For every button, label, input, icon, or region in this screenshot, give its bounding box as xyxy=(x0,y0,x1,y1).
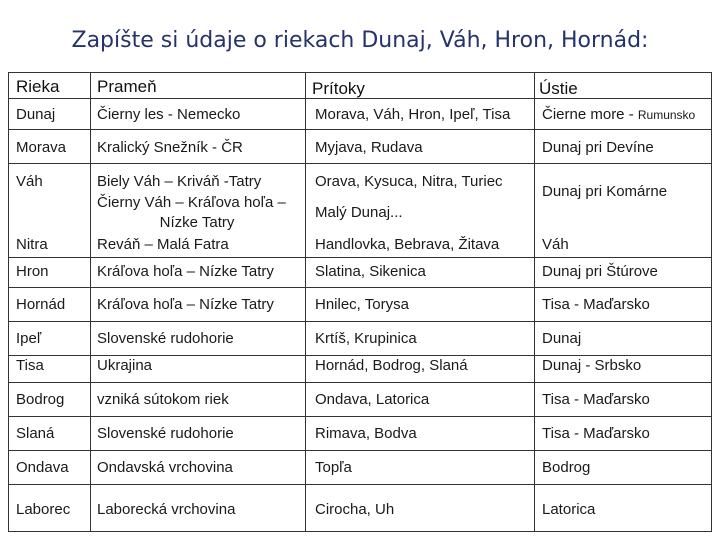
cell-rieka: Ondava xyxy=(16,459,69,476)
row-divider xyxy=(9,416,711,417)
cell-rieka: Bodrog xyxy=(16,391,65,408)
cell-pramen: Reváň – Malá Fatra xyxy=(97,236,229,253)
cell-pramen: Kráľova hoľa – Nízke Tatry xyxy=(97,263,274,280)
cell-rieka: Hron xyxy=(16,263,49,280)
cell-ustie xyxy=(542,106,695,124)
cell-pritoky: Topľa xyxy=(315,459,352,476)
cell-ustie: Dunaj xyxy=(542,330,582,347)
cell-ustie: Latorica xyxy=(542,501,596,518)
header-ustie: Ústie xyxy=(539,79,578,98)
cell-ustie-country: Rumunsko xyxy=(637,108,696,122)
cell-pritoky: Krtíš, Krupinica xyxy=(315,330,417,347)
cell-ustie-main: Čierne more - xyxy=(542,106,638,123)
row-divider xyxy=(9,355,711,356)
column-divider xyxy=(90,73,91,531)
cell-pramen: Slovenské rudohorie xyxy=(97,425,234,442)
cell-ustie: Dunaj - Srbsko xyxy=(542,357,642,374)
cell-rieka: Slaná xyxy=(16,425,55,442)
cell-pramen: Kralický Snežník - ČR xyxy=(97,139,243,156)
row-divider xyxy=(9,129,711,130)
cell-pritoky: Slatina, Sikenica xyxy=(315,263,426,280)
cell-pramen-line3: Nízke Tatry xyxy=(159,214,235,231)
cell-rieka: Nitra xyxy=(16,236,48,253)
rivers-table xyxy=(8,72,712,532)
cell-ustie: Dunaj pri Štúrove xyxy=(542,263,658,280)
row-divider xyxy=(9,382,711,383)
cell-rieka: Tisa xyxy=(16,357,44,374)
cell-pramen: Ondavská vrchovina xyxy=(97,459,233,476)
cell-pritoky: Hornád, Bodrog, Slaná xyxy=(315,357,468,374)
row-divider xyxy=(9,484,711,485)
row-divider xyxy=(9,287,711,288)
cell-pramen-line2: Čierny Váh – Kráľova hoľa – xyxy=(97,194,286,211)
cell-pritoky-line2: Malý Dunaj... xyxy=(315,204,403,221)
cell-pramen-line1: Biely Váh – Kriváň -Tatry xyxy=(97,173,262,190)
cell-pramen: Kráľova hoľa – Nízke Tatry xyxy=(97,296,274,313)
cell-pritoky: Rimava, Bodva xyxy=(315,425,417,442)
cell-pramen: Ukrajina xyxy=(97,357,153,374)
cell-pramen: vzniká sútokom riek xyxy=(97,391,229,408)
cell-pritoky: Ondava, Latorica xyxy=(315,391,430,408)
row-divider xyxy=(9,450,711,451)
cell-rieka: Laborec xyxy=(16,501,71,518)
cell-ustie: Tisa - Maďarsko xyxy=(542,391,650,408)
cell-pritoky: Handlovka, Bebrava, Žitava xyxy=(315,236,500,253)
cell-ustie: Tisa - Maďarsko xyxy=(542,425,650,442)
column-divider xyxy=(534,73,535,531)
cell-pritoky-line1: Orava, Kysuca, Nitra, Turiec xyxy=(315,173,503,190)
page-title: Zapíšte si údaje o riekach Dunaj, Váh, Hron, Hornád: xyxy=(71,28,649,53)
cell-rieka: Váh xyxy=(16,173,43,190)
cell-rieka: Ipeľ xyxy=(16,330,42,347)
header-rieka: Rieka xyxy=(16,77,60,96)
row-divider xyxy=(9,321,711,322)
cell-ustie: Dunaj pri Devíne xyxy=(542,139,654,156)
cell-rieka: Dunaj xyxy=(16,106,56,123)
cell-ustie: Dunaj pri Komárne xyxy=(542,183,668,200)
header-pritoky: Prítoky xyxy=(312,79,365,98)
cell-pritoky: Morava, Váh, Hron, Ipeľ, Tisa xyxy=(315,106,511,123)
cell-rieka: Hornád xyxy=(16,296,66,313)
cell-ustie: Váh xyxy=(542,236,569,253)
cell-rieka: Morava xyxy=(16,139,67,156)
cell-pritoky: Hnilec, Torysa xyxy=(315,296,409,313)
header-pramen: Prameň xyxy=(97,77,157,96)
column-divider xyxy=(305,73,306,531)
row-divider xyxy=(9,163,711,164)
cell-pramen: Laborecká vrchovina xyxy=(97,501,236,518)
row-divider xyxy=(9,257,711,258)
cell-pritoky: Myjava, Rudava xyxy=(315,139,423,156)
cell-pritoky: Cirocha, Uh xyxy=(315,501,395,518)
cell-pramen: Slovenské rudohorie xyxy=(97,330,234,347)
cell-pramen: Čierny les - Nemecko xyxy=(97,106,241,123)
cell-ustie: Tisa - Maďarsko xyxy=(542,296,650,313)
row-divider xyxy=(9,98,711,99)
cell-ustie: Bodrog xyxy=(542,459,591,476)
